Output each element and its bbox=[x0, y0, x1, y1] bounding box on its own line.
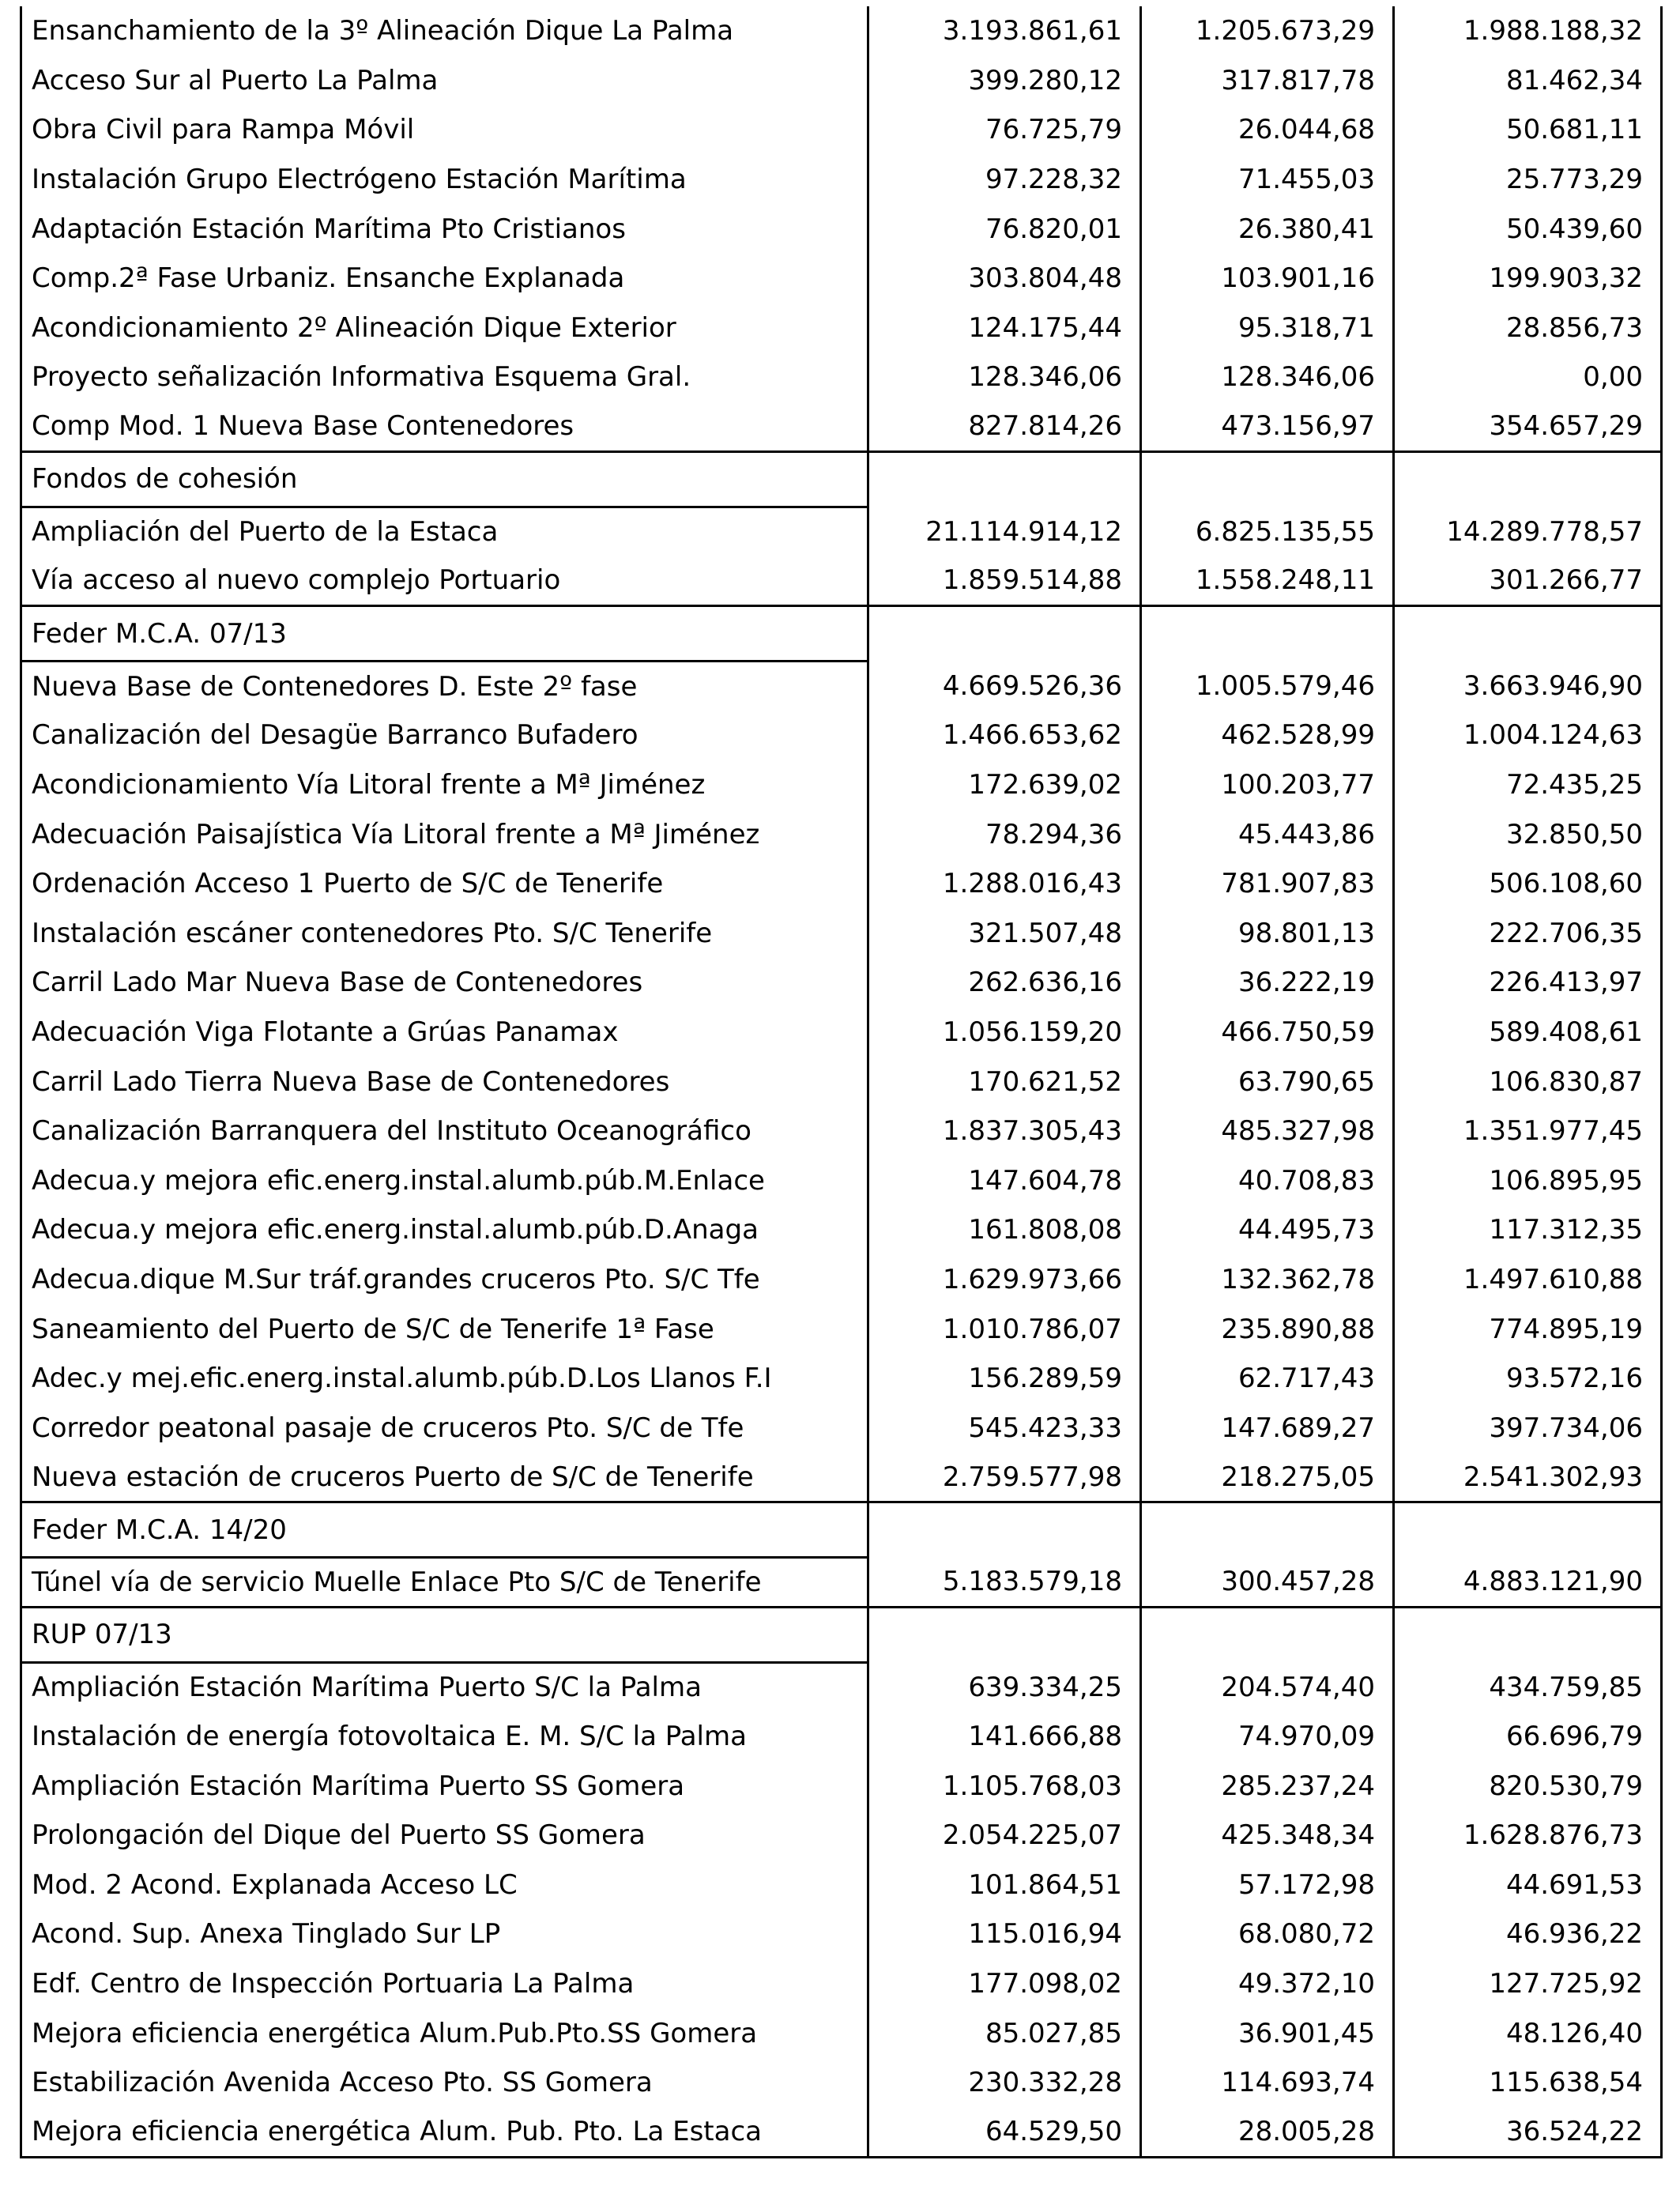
project-name-cell: Corredor peatonal pasaje de cruceros Pto. S/C de Tfe bbox=[21, 1403, 868, 1453]
amount-cell-3: 106.830,87 bbox=[1394, 1057, 1662, 1106]
amount-cell-1: 172.639,02 bbox=[868, 760, 1141, 810]
table-row bbox=[21, 760, 1662, 810]
section-header-row bbox=[21, 606, 1662, 662]
amount-cell-1: 64.529,50 bbox=[868, 2108, 1141, 2158]
project-name-cell: Comp Mod. 1 Nueva Base Contenedores bbox=[21, 402, 868, 452]
amount-cell-1: 5.183.579,18 bbox=[868, 1558, 1141, 1608]
project-name-cell: Acond. Sup. Anexa Tinglado Sur LP bbox=[21, 1909, 868, 1959]
section-title: Feder M.C.A. 07/13 bbox=[21, 606, 868, 662]
project-name-cell: Estabilización Avenida Acceso Pto. SS Gomera bbox=[21, 2058, 868, 2108]
amount-cell-2: 45.443,86 bbox=[1141, 809, 1394, 859]
project-name-cell: Prolongación del Dique del Puerto SS Gomera bbox=[21, 1811, 868, 1860]
amount-cell-2: 49.372,10 bbox=[1141, 1959, 1394, 2009]
section-header-row bbox=[21, 451, 1662, 507]
amount-cell-1: 161.808,08 bbox=[868, 1205, 1141, 1255]
amount-cell-3: 820.530,79 bbox=[1394, 1761, 1662, 1811]
amount-cell-2: 114.693,74 bbox=[1141, 2058, 1394, 2108]
project-name-cell: Instalación Grupo Electrógeno Estación Marítima bbox=[21, 155, 868, 205]
amount-cell-3: 46.936,22 bbox=[1394, 1909, 1662, 1959]
project-name-cell: Ampliación del Puerto de la Estaca bbox=[21, 507, 868, 556]
amount-cell-2: 781.907,83 bbox=[1141, 859, 1394, 909]
amount-cell-3: 66.696,79 bbox=[1394, 1712, 1662, 1762]
amount-cell-3: 81.462,34 bbox=[1394, 56, 1662, 106]
amount-cell-3: 2.541.302,93 bbox=[1394, 1453, 1662, 1502]
amount-cell-2: 103.901,16 bbox=[1141, 254, 1394, 303]
amount-cell-3: 222.706,35 bbox=[1394, 909, 1662, 959]
amount-cell-1: 321.507,48 bbox=[868, 909, 1141, 959]
amount-cell-3: 106.895,95 bbox=[1394, 1155, 1662, 1205]
table-row bbox=[21, 859, 1662, 909]
amount-cell-3: 50.681,11 bbox=[1394, 105, 1662, 155]
amount-cell-3: 1.628.876,73 bbox=[1394, 1811, 1662, 1860]
table-row bbox=[21, 1909, 1662, 1959]
empty-cell bbox=[1141, 451, 1394, 507]
amount-cell-1: 1.859.514,88 bbox=[868, 556, 1141, 606]
amount-cell-2: 147.689,27 bbox=[1141, 1403, 1394, 1453]
table-row bbox=[21, 958, 1662, 1008]
amount-cell-2: 1.205.673,29 bbox=[1141, 6, 1394, 56]
amount-cell-2: 98.801,13 bbox=[1141, 909, 1394, 959]
amount-cell-2: 128.346,06 bbox=[1141, 352, 1394, 402]
table-row bbox=[21, 303, 1662, 353]
amount-cell-1: 1.105.768,03 bbox=[868, 1761, 1141, 1811]
amount-cell-3: 1.351.977,45 bbox=[1394, 1106, 1662, 1156]
amount-cell-1: 78.294,36 bbox=[868, 809, 1141, 859]
project-name-cell: Carril Lado Mar Nueva Base de Contenedores bbox=[21, 958, 868, 1008]
project-name-cell: Carril Lado Tierra Nueva Base de Contenedores bbox=[21, 1057, 868, 1106]
amount-cell-2: 74.970,09 bbox=[1141, 1712, 1394, 1762]
amount-cell-2: 36.901,45 bbox=[1141, 2008, 1394, 2058]
project-name-cell: Ensanchamiento de la 3º Alineación Dique La Palma bbox=[21, 6, 868, 56]
amount-cell-2: 63.790,65 bbox=[1141, 1057, 1394, 1106]
amount-cell-1: 1.010.786,07 bbox=[868, 1304, 1141, 1354]
table-row bbox=[21, 1712, 1662, 1762]
project-name-cell: Saneamiento del Puerto de S/C de Tenerife 1ª Fase bbox=[21, 1304, 868, 1354]
amount-cell-1: 2.054.225,07 bbox=[868, 1811, 1141, 1860]
table-row bbox=[21, 1008, 1662, 1057]
project-name-cell: Mejora eficiencia energética Alum. Pub. Pto. La Estaca bbox=[21, 2108, 868, 2158]
project-name-cell: Canalización Barranquera del Instituto Oceanográfico bbox=[21, 1106, 868, 1156]
amount-cell-3: 44.691,53 bbox=[1394, 1860, 1662, 1910]
project-name-cell: Nueva Base de Contenedores D. Este 2º fase bbox=[21, 662, 868, 711]
amount-cell-2: 317.817,78 bbox=[1141, 56, 1394, 106]
table-row bbox=[21, 1354, 1662, 1404]
table-row bbox=[21, 809, 1662, 859]
table-row bbox=[21, 1403, 1662, 1453]
amount-cell-2: 204.574,40 bbox=[1141, 1662, 1394, 1712]
project-name-cell: Vía acceso al nuevo complejo Portuario bbox=[21, 556, 868, 606]
amount-cell-2: 218.275,05 bbox=[1141, 1453, 1394, 1502]
amount-cell-1: 124.175,44 bbox=[868, 303, 1141, 353]
amount-cell-1: 141.666,88 bbox=[868, 1712, 1141, 1762]
amount-cell-3: 397.734,06 bbox=[1394, 1403, 1662, 1453]
project-name-cell: Canalización del Desagüe Barranco Bufadero bbox=[21, 711, 868, 760]
amount-cell-1: 827.814,26 bbox=[868, 402, 1141, 452]
section-title: Feder M.C.A. 14/20 bbox=[21, 1502, 868, 1558]
amount-cell-2: 57.172,98 bbox=[1141, 1860, 1394, 1910]
amount-cell-3: 1.004.124,63 bbox=[1394, 711, 1662, 760]
amount-cell-1: 21.114.914,12 bbox=[868, 507, 1141, 556]
amount-cell-3: 1.497.610,88 bbox=[1394, 1255, 1662, 1305]
empty-cell bbox=[1141, 1502, 1394, 1558]
project-name-cell: Mod. 2 Acond. Explanada Acceso LC bbox=[21, 1860, 868, 1910]
amount-cell-1: 639.334,25 bbox=[868, 1662, 1141, 1712]
amount-cell-2: 26.380,41 bbox=[1141, 204, 1394, 254]
amount-cell-2: 100.203,77 bbox=[1141, 760, 1394, 810]
project-name-cell: Túnel vía de servicio Muelle Enlace Pto S/C de Tenerife bbox=[21, 1558, 868, 1608]
amount-cell-3: 28.856,73 bbox=[1394, 303, 1662, 353]
table-row bbox=[21, 1860, 1662, 1910]
amount-cell-1: 1.466.653,62 bbox=[868, 711, 1141, 760]
project-name-cell: Adecua.y mejora efic.energ.instal.alumb.púb.D.Anaga bbox=[21, 1205, 868, 1255]
amount-cell-3: 115.638,54 bbox=[1394, 2058, 1662, 2108]
project-name-cell: Acondicionamiento Vía Litoral frente a Mª Jiménez bbox=[21, 760, 868, 810]
project-name-cell: Instalación escáner contenedores Pto. S/C Tenerife bbox=[21, 909, 868, 959]
section-header-row bbox=[21, 1607, 1662, 1662]
project-name-cell: Ampliación Estación Marítima Puerto SS Gomera bbox=[21, 1761, 868, 1811]
empty-cell bbox=[1394, 606, 1662, 662]
project-name-cell: Acondicionamiento 2º Alineación Dique Exterior bbox=[21, 303, 868, 353]
amount-cell-3: 50.439,60 bbox=[1394, 204, 1662, 254]
amount-cell-2: 62.717,43 bbox=[1141, 1354, 1394, 1404]
amount-cell-1: 97.228,32 bbox=[868, 155, 1141, 205]
empty-cell bbox=[1141, 1607, 1394, 1662]
project-name-cell: Edf. Centro de Inspección Portuaria La Palma bbox=[21, 1959, 868, 2009]
amount-cell-1: 1.629.973,66 bbox=[868, 1255, 1141, 1305]
table-row bbox=[21, 711, 1662, 760]
project-name-cell: Adecuación Paisajística Vía Litoral frente a Mª Jiménez bbox=[21, 809, 868, 859]
table-row bbox=[21, 1558, 1662, 1608]
amount-cell-2: 95.318,71 bbox=[1141, 303, 1394, 353]
amount-cell-1: 3.193.861,61 bbox=[868, 6, 1141, 56]
table-row bbox=[21, 1057, 1662, 1106]
table-row bbox=[21, 662, 1662, 711]
amount-cell-1: 1.288.016,43 bbox=[868, 859, 1141, 909]
amount-cell-2: 1.005.579,46 bbox=[1141, 662, 1394, 711]
project-name-cell: Adec.y mej.efic.energ.instal.alumb.púb.D.Los Llanos F.I bbox=[21, 1354, 868, 1404]
project-name-cell: Proyecto señalización Informativa Esquema Gral. bbox=[21, 352, 868, 402]
amount-cell-3: 506.108,60 bbox=[1394, 859, 1662, 909]
table-row bbox=[21, 2058, 1662, 2108]
empty-cell bbox=[868, 606, 1141, 662]
amount-cell-2: 40.708,83 bbox=[1141, 1155, 1394, 1205]
amount-cell-3: 434.759,85 bbox=[1394, 1662, 1662, 1712]
table-row bbox=[21, 1205, 1662, 1255]
table-row bbox=[21, 507, 1662, 556]
amount-cell-1: 76.820,01 bbox=[868, 204, 1141, 254]
project-name-cell: Adecuación Viga Flotante a Grúas Panamax bbox=[21, 1008, 868, 1057]
amount-cell-2: 26.044,68 bbox=[1141, 105, 1394, 155]
table-row bbox=[21, 155, 1662, 205]
table-row bbox=[21, 1106, 1662, 1156]
amount-cell-2: 1.558.248,11 bbox=[1141, 556, 1394, 606]
amount-cell-1: 303.804,48 bbox=[868, 254, 1141, 303]
amount-cell-2: 68.080,72 bbox=[1141, 1909, 1394, 1959]
amount-cell-3: 48.126,40 bbox=[1394, 2008, 1662, 2058]
project-name-cell: Adecua.y mejora efic.energ.instal.alumb.púb.M.Enlace bbox=[21, 1155, 868, 1205]
amount-cell-2: 132.362,78 bbox=[1141, 1255, 1394, 1305]
table-row bbox=[21, 1155, 1662, 1205]
table-row bbox=[21, 1255, 1662, 1305]
amount-cell-3: 25.773,29 bbox=[1394, 155, 1662, 205]
project-name-cell: Mejora eficiencia energética Alum.Pub.Pto.SS Gomera bbox=[21, 2008, 868, 2058]
project-name-cell: Obra Civil para Rampa Móvil bbox=[21, 105, 868, 155]
project-name-cell: Ordenación Acceso 1 Puerto de S/C de Tenerife bbox=[21, 859, 868, 909]
amount-cell-2: 36.222,19 bbox=[1141, 958, 1394, 1008]
amount-cell-2: 235.890,88 bbox=[1141, 1304, 1394, 1354]
amount-cell-3: 32.850,50 bbox=[1394, 809, 1662, 859]
section-header-row bbox=[21, 1502, 1662, 1558]
amount-cell-2: 6.825.135,55 bbox=[1141, 507, 1394, 556]
table-row bbox=[21, 2008, 1662, 2058]
amount-cell-1: 170.621,52 bbox=[868, 1057, 1141, 1106]
amount-cell-3: 14.289.778,57 bbox=[1394, 507, 1662, 556]
amount-cell-1: 177.098,02 bbox=[868, 1959, 1141, 2009]
project-name-cell: Instalación de energía fotovoltaica E. M. S/C la Palma bbox=[21, 1712, 868, 1762]
project-name-cell: Nueva estación de cruceros Puerto de S/C de Tenerife bbox=[21, 1453, 868, 1502]
table-row bbox=[21, 105, 1662, 155]
amount-cell-1: 85.027,85 bbox=[868, 2008, 1141, 2058]
amount-cell-3: 354.657,29 bbox=[1394, 402, 1662, 452]
amount-cell-3: 36.524,22 bbox=[1394, 2108, 1662, 2158]
amount-cell-3: 226.413,97 bbox=[1394, 958, 1662, 1008]
amount-cell-3: 93.572,16 bbox=[1394, 1354, 1662, 1404]
amount-cell-3: 72.435,25 bbox=[1394, 760, 1662, 810]
amount-cell-2: 466.750,59 bbox=[1141, 1008, 1394, 1057]
amount-cell-1: 76.725,79 bbox=[868, 105, 1141, 155]
amount-cell-2: 71.455,03 bbox=[1141, 155, 1394, 205]
amount-cell-2: 462.528,99 bbox=[1141, 711, 1394, 760]
empty-cell bbox=[1394, 1607, 1662, 1662]
project-name-cell: Adecua.dique M.Sur tráf.grandes cruceros Pto. S/C Tfe bbox=[21, 1255, 868, 1305]
amount-cell-2: 473.156,97 bbox=[1141, 402, 1394, 452]
amount-cell-1: 262.636,16 bbox=[868, 958, 1141, 1008]
table-row bbox=[21, 204, 1662, 254]
table-row bbox=[21, 1959, 1662, 2009]
amount-cell-3: 301.266,77 bbox=[1394, 556, 1662, 606]
table-row bbox=[21, 1761, 1662, 1811]
table-row bbox=[21, 1662, 1662, 1712]
section-title: RUP 07/13 bbox=[21, 1607, 868, 1662]
amount-cell-1: 545.423,33 bbox=[868, 1403, 1141, 1453]
empty-cell bbox=[1141, 606, 1394, 662]
table-row bbox=[21, 56, 1662, 106]
amount-cell-1: 1.056.159,20 bbox=[868, 1008, 1141, 1057]
project-name-cell: Ampliación Estación Marítima Puerto S/C la Palma bbox=[21, 1662, 868, 1712]
amount-cell-3: 589.408,61 bbox=[1394, 1008, 1662, 1057]
amount-cell-1: 156.289,59 bbox=[868, 1354, 1141, 1404]
amount-cell-3: 127.725,92 bbox=[1394, 1959, 1662, 2009]
amount-cell-2: 300.457,28 bbox=[1141, 1558, 1394, 1608]
amount-cell-1: 115.016,94 bbox=[868, 1909, 1141, 1959]
amount-cell-3: 3.663.946,90 bbox=[1394, 662, 1662, 711]
amount-cell-3: 4.883.121,90 bbox=[1394, 1558, 1662, 1608]
amount-cell-1: 1.837.305,43 bbox=[868, 1106, 1141, 1156]
amount-cell-3: 117.312,35 bbox=[1394, 1205, 1662, 1255]
amount-cell-1: 128.346,06 bbox=[868, 352, 1141, 402]
amount-cell-1: 2.759.577,98 bbox=[868, 1453, 1141, 1502]
amount-cell-1: 147.604,78 bbox=[868, 1155, 1141, 1205]
table-row bbox=[21, 1304, 1662, 1354]
table-row bbox=[21, 254, 1662, 303]
table-row bbox=[21, 6, 1662, 56]
table-row bbox=[21, 1811, 1662, 1860]
amount-cell-1: 230.332,28 bbox=[868, 2058, 1141, 2108]
table-row bbox=[21, 909, 1662, 959]
amount-cell-1: 399.280,12 bbox=[868, 56, 1141, 106]
table-row bbox=[21, 402, 1662, 452]
amount-cell-3: 1.988.188,32 bbox=[1394, 6, 1662, 56]
section-title: Fondos de cohesión bbox=[21, 451, 868, 507]
amount-cell-3: 774.895,19 bbox=[1394, 1304, 1662, 1354]
empty-cell bbox=[868, 1607, 1141, 1662]
amount-cell-2: 44.495,73 bbox=[1141, 1205, 1394, 1255]
table-row bbox=[21, 2108, 1662, 2158]
table-row bbox=[21, 1453, 1662, 1502]
investment-table bbox=[20, 6, 1663, 2158]
amount-cell-2: 285.237,24 bbox=[1141, 1761, 1394, 1811]
project-name-cell: Acceso Sur al Puerto La Palma bbox=[21, 56, 868, 106]
amount-cell-1: 101.864,51 bbox=[868, 1860, 1141, 1910]
amount-cell-2: 28.005,28 bbox=[1141, 2108, 1394, 2158]
amount-cell-3: 199.903,32 bbox=[1394, 254, 1662, 303]
project-name-cell: Comp.2ª Fase Urbaniz. Ensanche Explanada bbox=[21, 254, 868, 303]
project-name-cell: Adaptación Estación Marítima Pto Cristianos bbox=[21, 204, 868, 254]
table-row bbox=[21, 352, 1662, 402]
table-body bbox=[21, 6, 1662, 2157]
empty-cell bbox=[868, 1502, 1141, 1558]
amount-cell-2: 485.327,98 bbox=[1141, 1106, 1394, 1156]
empty-cell bbox=[1394, 1502, 1662, 1558]
amount-cell-3: 0,00 bbox=[1394, 352, 1662, 402]
amount-cell-2: 425.348,34 bbox=[1141, 1811, 1394, 1860]
empty-cell bbox=[868, 451, 1141, 507]
empty-cell bbox=[1394, 451, 1662, 507]
table-row bbox=[21, 556, 1662, 606]
amount-cell-1: 4.669.526,36 bbox=[868, 662, 1141, 711]
